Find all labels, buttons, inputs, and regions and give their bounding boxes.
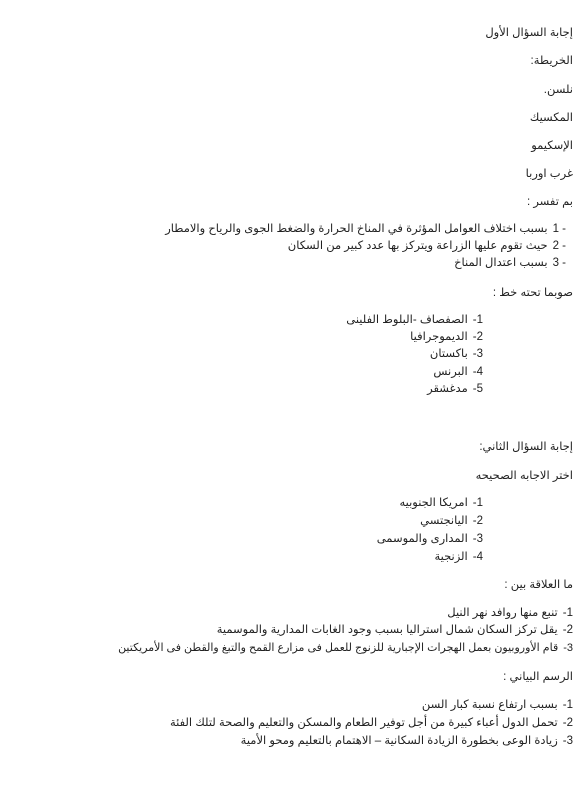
item-text: امريكا الجنوبيه bbox=[399, 497, 468, 509]
item-text: البرنس bbox=[433, 366, 468, 378]
relation-item bbox=[118, 642, 573, 655]
item-text: بسبب اعتدال المناخ bbox=[454, 257, 548, 269]
item-text: الديموجرافيا bbox=[410, 331, 468, 343]
graph-item bbox=[422, 699, 573, 713]
item-number: -4 bbox=[472, 551, 483, 563]
graph-item bbox=[241, 735, 573, 749]
choose-item bbox=[377, 533, 483, 547]
item-number: -2 bbox=[472, 331, 483, 343]
item-text: حيث تقوم عليها الزراعة ويتركز بها عدد كبير من السكان bbox=[287, 240, 548, 252]
explain-label: بم تفسر : bbox=[526, 196, 573, 208]
correct-label: صوبما تحته خط : bbox=[492, 287, 573, 299]
item-text: قام الأوروبيون بعمل الهجرات الإجبارية للزنوج للعمل فى مزارع القمح والتبغ والقطن فى الأمريكتين bbox=[118, 642, 559, 654]
correct-item bbox=[346, 314, 483, 328]
relation-item bbox=[447, 607, 573, 621]
item-number: -2 bbox=[562, 717, 573, 729]
item-number: 1 - bbox=[552, 223, 566, 235]
map-item: غرب اوربا bbox=[525, 168, 573, 180]
item-number: -3 bbox=[472, 348, 483, 360]
item-number: -3 bbox=[563, 642, 573, 654]
item-text: بسبب اختلاف العوامل المؤثرة في المناخ الحرارة والضغط الجوى والرياح والامطار bbox=[165, 223, 548, 235]
item-number: -2 bbox=[472, 515, 483, 527]
item-number: -5 bbox=[472, 383, 483, 395]
item-number: 3 - bbox=[552, 257, 566, 269]
choose-item bbox=[420, 515, 483, 529]
explain-item bbox=[165, 223, 566, 237]
item-number: -4 bbox=[472, 366, 483, 378]
item-text: الصفصاف -البلوط الفلينى bbox=[346, 314, 468, 326]
q1-heading: إجابة السؤال الأول bbox=[485, 27, 573, 39]
item-text: بسبب ارتفاع نسبة كبار السن bbox=[421, 699, 558, 711]
map-label: الخريطة: bbox=[530, 55, 573, 67]
item-number: 2 - bbox=[552, 240, 566, 252]
graph-label: الرسم البياني : bbox=[503, 671, 573, 683]
correct-item bbox=[433, 366, 483, 380]
explain-item bbox=[288, 240, 566, 254]
choose-label: اختر الاجابه الصحيحه bbox=[475, 470, 573, 482]
item-text: يقل تركز السكان شمال استراليا بسبب وجود الغابات المدارية والموسمية bbox=[216, 624, 558, 636]
explain-item bbox=[454, 257, 566, 271]
map-item: نلسن. bbox=[543, 84, 573, 96]
item-number: -1 bbox=[472, 497, 483, 509]
correct-item bbox=[410, 331, 483, 345]
correct-item bbox=[427, 383, 483, 397]
item-number: -2 bbox=[562, 624, 573, 636]
graph-item bbox=[170, 717, 573, 731]
correct-item bbox=[430, 348, 483, 362]
item-number: -1 bbox=[562, 607, 573, 619]
choose-item bbox=[399, 497, 483, 511]
choose-item bbox=[434, 551, 483, 565]
item-number: -1 bbox=[562, 699, 573, 711]
item-number: -3 bbox=[472, 533, 483, 545]
relation-item bbox=[217, 624, 573, 638]
item-text: الزنجية bbox=[434, 551, 468, 563]
map-item: الإسكيمو bbox=[531, 140, 573, 152]
q2-heading: إجابة السؤال الثاني: bbox=[479, 441, 573, 453]
item-text: تحمل الدول أعباء كبيرة من أجل توفير الطعام والمسكن والتعليم والصحة لتلك الفئة bbox=[169, 717, 558, 729]
item-number: -1 bbox=[472, 314, 483, 326]
map-item: المكسيك bbox=[529, 112, 573, 124]
item-text: المدارى والموسمى bbox=[376, 533, 468, 545]
item-text: مدغشقر bbox=[427, 383, 468, 395]
item-text: اليانجتسي bbox=[420, 515, 468, 527]
item-text: زيادة الوعى بخطورة الزيادة السكانية – الاهتمام بالتعليم ومحو الأمية bbox=[240, 735, 558, 747]
relation-label: ما العلاقة بين : bbox=[504, 579, 573, 591]
item-number: -3 bbox=[562, 735, 573, 747]
item-text: تنبع منها روافد نهر النيل bbox=[447, 607, 558, 619]
item-text: باكستان bbox=[429, 348, 468, 360]
